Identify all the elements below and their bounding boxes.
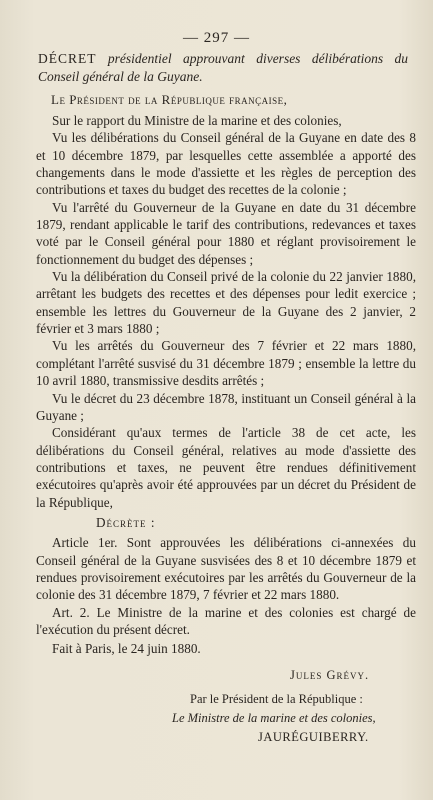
paragraph-considerant: Considérant qu'aux termes de l'article 38 de cet acte, les délibérations du Conseil général, relatives au mode d'assiette des contributions et taxes, ne peuvent être rendues définitivement exécutoires qu'après avoir été approuvées par un décret du Président de la République, [36, 425, 416, 510]
minister-role: Le Ministre de la marine et des colonies, [172, 711, 376, 725]
paragraph-vu-arretes: Vu les arrêtés du Gouverneur des 7 février et 22 mars 1880, complétant l'arrêté susvisé du 31 décembre 1879 ; ensemble la lettre du 10 avril 1880, transmissive desdits arrêtés ; [36, 338, 416, 389]
decrete-heading: Décrète : [96, 514, 156, 530]
minister-signature: JAURÉGUIBERRY. [258, 730, 369, 744]
article-2: Art. 2. Le Ministre de la marine et des colonies est chargé de l'exécution du présent décret. [36, 604, 416, 637]
paragraph-vu-deliberations: Vu les délibérations du Conseil général de la Guyane en date des 8 et 10 décembre 1879, par lesquelles cette assemblée a apporté des changements dans le mode d'assiette et les règles de perception des contributions et taxes du budget des recettes de la colonie ; [36, 130, 416, 198]
decree-body [36, 112, 416, 658]
paragraph-rapport: Sur le rapport du Ministre de la marine et des colonies, [52, 113, 342, 128]
paragraph-vu-decret: Vu le décret du 23 décembre 1878, instituant un Conseil général à la Guyane ; [36, 390, 416, 423]
president-signature: Jules Grévy. [290, 668, 370, 682]
page-number: — 297 — [183, 30, 250, 46]
decree-title [38, 50, 408, 86]
place-date: Fait à Paris, le 24 juin 1880. [52, 641, 201, 657]
article-1: Article 1er. Sont approuvées les délibérations ci-annexées du Conseil général de la Guyane susvisées des 8 et 10 décembre 1879 et rendues provisoirement exécutoires par les arrêtés du Gouverneur de la colonie des 31 décembre 1879, 7 février et 22 mars 1880. [36, 535, 416, 603]
signature-by-line: Par le Président de la République : [190, 692, 363, 706]
decree-title-rest: présidentiel approuvant diverses délibérations du Conseil général de la Guyane. [38, 51, 408, 84]
president-heading: Le Président de la République française, [51, 92, 288, 107]
decree-title-lead: DÉCRET [38, 51, 97, 66]
paragraph-vu-arrete: Vu l'arrêté du Gouverneur de la Guyane en date du 31 décembre 1879, rendant applicable le tarif des contributions, redevances et taxes voté par le Conseil général pour 1880 et réglant provisoirement le fonctionnement du budget des dépenses ; [36, 199, 416, 267]
paragraph-vu-conseil-prive: Vu la délibération du Conseil privé de la colonie du 22 janvier 1880, arrêtant les budgets des recettes et des dépenses pour ledit exercice ; ensemble les lettres du Gouverneur de la Guyane des 2 janvier, 2 février et 3 mars 1880 ; [36, 269, 416, 337]
